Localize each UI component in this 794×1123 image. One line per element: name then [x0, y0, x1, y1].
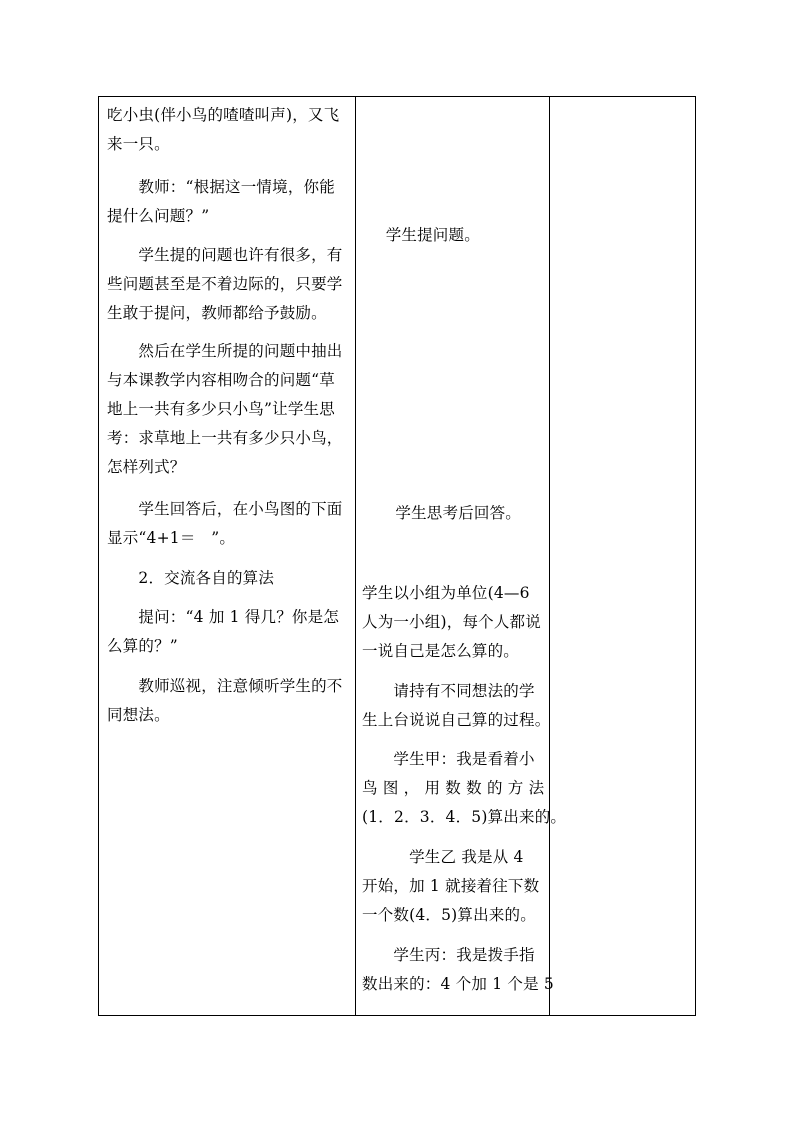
text-line: 学生甲：我是看着小	[362, 750, 535, 768]
paragraph	[107, 101, 339, 159]
text-line: 学生思考后回答。	[364, 504, 522, 522]
paragraph	[107, 672, 343, 730]
paragraph	[362, 745, 566, 832]
text-line: 生上台说说自己算的过程。	[362, 711, 551, 729]
text-line: 地上一共有多少只小鸟”让学生思	[107, 400, 335, 418]
text-line: 2．交流各自的算法	[107, 569, 275, 587]
text-line: 吃小虫(伴小鸟的喳喳叫声)，又飞	[107, 106, 340, 124]
teacher-activity-cell	[99, 97, 355, 1015]
paragraph	[362, 579, 541, 666]
notes-cell	[550, 97, 696, 1015]
paragraph	[107, 564, 274, 593]
text-line: (1．2．3．4．5)算出来的。	[362, 808, 567, 826]
paragraph	[362, 843, 539, 930]
paragraph	[107, 603, 339, 661]
text-line: 学生提问题。	[370, 226, 480, 244]
text-line: 来一只。	[107, 135, 170, 153]
lesson-plan-table	[98, 96, 696, 1016]
text-line: 数出来的：4 个加 1 个是 5	[362, 975, 554, 993]
paragraph	[107, 241, 343, 328]
paragraph	[107, 173, 335, 231]
text-line: 学生提的问题也许有很多，有	[107, 246, 343, 264]
text-line: 一个数(4．5)算出来的。	[362, 906, 536, 924]
student-activity-cell	[356, 97, 567, 1015]
text-line: 么算的？”	[107, 637, 178, 655]
paragraph	[370, 221, 480, 250]
paragraph	[362, 941, 554, 999]
text-line: 怎样列式？	[107, 458, 186, 476]
paragraph	[107, 337, 343, 482]
paragraph	[364, 499, 521, 528]
text-line: 提什么问题？”	[107, 207, 210, 225]
text-line: 学生以小组为单位(4—6	[362, 584, 530, 602]
text-line: 学生回答后，在小鸟图的下面	[107, 500, 343, 518]
text-line: 然后在学生所提的问题中抽出	[107, 342, 343, 360]
text-line: 些问题甚至是不着边际的，只要学	[107, 275, 343, 293]
text-line: 一说自己是怎么算的。	[362, 642, 520, 660]
text-line: 教师：“根据这一情境，你能	[107, 178, 335, 196]
text-line: 请持有不同想法的学	[362, 682, 535, 700]
text-line: 提问：“4 加 1 得几？你是怎	[107, 608, 340, 626]
text-line: 学生乙 我是从 4	[362, 848, 524, 866]
text-line: 人为一小组)，每个人都说	[362, 613, 541, 631]
paragraph	[107, 495, 343, 553]
text-line: 鸟 图 ， 用 数 数 的 方 法	[362, 779, 545, 797]
text-line: 开始，加 1 就接着往下数	[362, 877, 540, 895]
text-line: 考：求草地上一共有多少只小鸟，	[107, 429, 343, 447]
text-line: 教师巡视，注意倾听学生的不	[107, 677, 343, 695]
text-line: 生敢于提问，教师都给予鼓励。	[107, 304, 327, 322]
text-line: 与本课教学内容相吻合的问题“草	[107, 371, 335, 389]
text-line: 同想法。	[107, 706, 170, 724]
paragraph	[362, 677, 550, 735]
text-line: 学生丙：我是拨手指	[362, 946, 535, 964]
text-line: 显示“4+1＝ ”。	[107, 529, 236, 547]
